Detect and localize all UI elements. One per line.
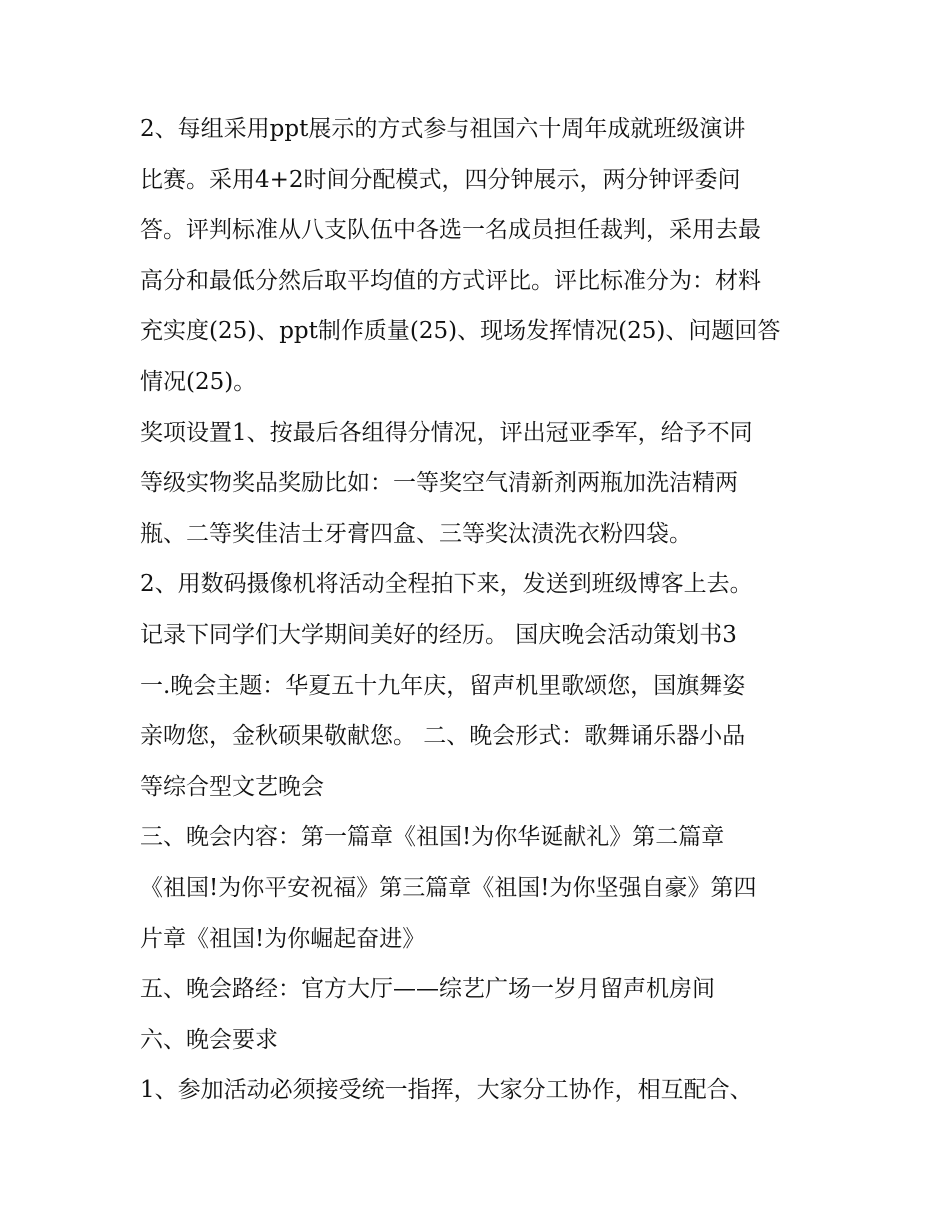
text-line: 答。评判标准从八支队伍中各选一名成员担任裁判，采用去最 bbox=[140, 217, 761, 244]
text-line: 五、晚会路经：官方大厅——综艺广场一岁月留声机房间 bbox=[140, 976, 715, 1003]
text-line: 片章《祖国!为你崛起奋进》 bbox=[140, 925, 426, 952]
text-line: 六、晚会要求 bbox=[140, 1026, 278, 1053]
text-line: 1、参加活动必须接受统一指挥，大家分工协作，相互配合、 bbox=[140, 1077, 753, 1104]
text-line: 《祖国!为你平安祝福》第三篇章《祖国!为你坚强自豪》第四 bbox=[140, 874, 757, 901]
text-line: 等级实物奖品奖励比如：一等奖空气清新剂两瓶加洗洁精两 bbox=[140, 470, 738, 497]
text-line: 瓶、二等奖佳洁士牙膏四盒、三等奖汰渍洗衣粉四袋。 bbox=[140, 520, 692, 547]
text-line: 2、每组采用ppt展示的方式参与祖国六十周年成就班级演讲 bbox=[140, 116, 746, 142]
text-line: 记录下同学们大学期间美好的经历。 国庆晚会活动策划书3 bbox=[140, 621, 737, 648]
text-line: 一.晚会主题：华夏五十九年庆，留声机里歌颂您，国旗舞姿 bbox=[140, 672, 746, 699]
text-line: 充实度(25)、ppt制作质量(25)、现场发挥情况(25)、问题回答 bbox=[140, 318, 781, 345]
text-line: 2、用数码摄像机将活动全程拍下来，发送到班级博客上去。 bbox=[140, 571, 753, 598]
text-line: 奖项设置1、按最后各组得分情况，评出冠亚季军，给予不同 bbox=[140, 419, 753, 446]
text-line: 亲吻您，金秋硕果敬献您。 二、晚会形式：歌舞诵乐器小品 bbox=[140, 723, 746, 750]
document-body bbox=[140, 104, 830, 1116]
text-line: 比赛。采用4+2时间分配模式，四分钟展示，两分钟评委问 bbox=[140, 166, 741, 193]
text-line: 情况(25)。 bbox=[140, 368, 257, 395]
text-line: 三、晚会内容：第一篇章《祖国!为你华诞献礼》第二篇章 bbox=[140, 824, 725, 851]
text-line: 等综合型文艺晚会 bbox=[140, 773, 324, 800]
text-line: 高分和最低分然后取平均值的方式评比。评比标准分为：材料 bbox=[140, 267, 761, 294]
